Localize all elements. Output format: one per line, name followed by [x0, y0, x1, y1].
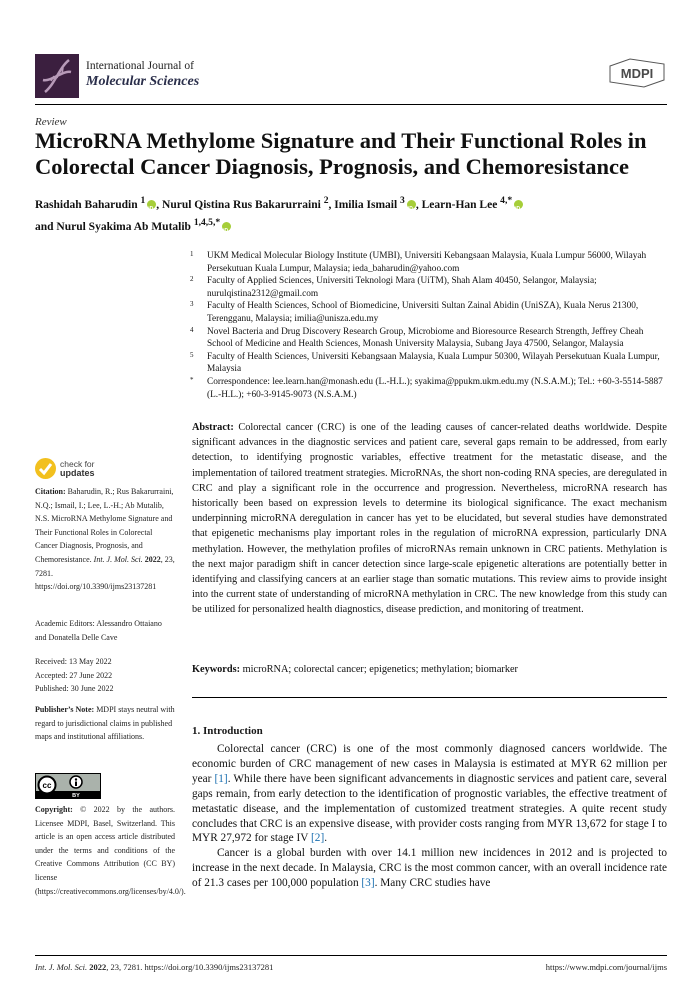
paragraph: Colorectal cancer (CRC) is one of the most commonly diagnosed cancers worldwide. The economic burden of CRC management of new cases in Malaysia is estimated at MYR 62 million per year [1]. While there have been significant advancements in diagnostic services and patient care, several gaps remain, from early detection to the identification of prognostic variables, the effective treatment of metastatic disease, and the implementation of customized treatment strategies. A quite recent study concludes that CRC is an expensive disease, with provider costs ranging from MYR 13,672 for stage I to MYR 27,972 for stage IV [2]. — [192, 743, 667, 845]
dna-icon — [35, 54, 79, 98]
article-type: Review — [35, 116, 67, 128]
author: Learn-Han Lee $^{4,*}$iD — [422, 199, 524, 211]
author: Nurul Qistina Rus Bakarurraini $^2$, — [162, 195, 335, 211]
journal-name-line1: International Journal of — [86, 60, 194, 72]
footer-citation: Int. J. Mol. Sci. 2022, 23, 7281. https://doi.org/10.3390/ijms23137281 — [35, 962, 274, 972]
header-divider — [35, 104, 667, 105]
keywords — [192, 664, 667, 675]
abstract-divider — [192, 697, 667, 698]
section-heading: 1. Introduction — [192, 725, 263, 737]
cc-by-license-icon[interactable] — [35, 773, 101, 799]
article-title: MicroRNA Methylome Signature and Their Functional Roles in Colorectal Cancer Diagnosis, Prognosis, and Chemoresistance — [35, 128, 647, 179]
affiliation-item: 2 Faculty of Applied Sciences, Universiti Teknologi Mara (UiTM), Shah Alam 40450, Selangor, Malaysia; nurulqistina2312@gmail.com — [190, 275, 597, 299]
affiliation-item: 1 UKM Medical Molecular Biology Institute (UMBI), Universiti Kebangsaan Malaysia, Kuala Lumpur 56000, Wilayah Persekutuan Kuala Lumpur, Malaysia; ieda_baharudin@yahoo.com — [190, 250, 647, 274]
journal-name-line2: Molecular Sciences — [86, 74, 200, 89]
reference-link[interactable]: [2] — [311, 832, 325, 845]
received-date: Received: 13 May 2022 — [35, 657, 112, 666]
check-icon — [35, 458, 56, 479]
author: and Nurul Syakima Ab Mutalib $^{1,4,5,*}$iD — [35, 221, 231, 233]
keywords-label: Keywords: — [192, 664, 241, 675]
abstract-text: Colorectal cancer (CRC) is one of the leading causes of cancer-related deaths worldwide. Despite significant advances in the diagnostic services and patient care, several gaps remain to be addressed, from early detection, to identifying prognostic variables, effective treatment for the metastatic disease, and the implementation of tailored treatment strategies. MicroRNAs, the short non-coding RNA species, are deregulated in CRC and play a significant role in the occurrence and progression. Nevertheless, microRNA research has historically been based on expression levels to determine its biological significance. The exact mechanism underpinning microRNA deregulation in cancer has yet to be elucidated, but several studies have demonstrated that epigenetic mechanisms play important roles in the regulation of microRNA expression, particularly DNA methylation. However, the methylation profiles of microRNAs remain unknown in CRC patients. Methylation is the next major paradigm shift in cancer detection since large-scale epigenetic alterations are potentially better in identifying and classifying cancers at an earlier stage than somatic mutations. This review aims to provide insight into the current state of understanding of microRNA methylation in CRC. The new knowledge from this study can be utilized for personalized health diagnostics, disease prediction, and monitoring of treatment. — [192, 422, 667, 616]
citation: Citation: Baharudin, R.; Rus Bakarurraini, N.Q.; Ismail, I.; Lee, L.-H.; Ab Mutalib, N.S. MicroRNA Methylome Signature and Their Functional Roles in Colorectal Cancer Diagnosis, Prognosis, and Chemoresistance. Int. J. Mol. Sci. 2022, 23, 7281. https://doi.org/10.3390/ijms23137281 — [35, 487, 175, 592]
affiliation-item: 3 Faculty of Health Sciences, School of Biomedicine, Universiti Sultan Zainal Abidin (UniSZA), Kuala Nerus 21300, Terengganu, Malaysia; imilia@unisza.edu.my — [190, 300, 639, 324]
svg-text:cc: cc — [42, 781, 52, 790]
orcid-icon[interactable] — [147, 200, 156, 209]
affiliation-item: 4 Novel Bacteria and Drug Discovery Research Group, Microbiome and Bioresource Research Strength, Jeffrey Cheah School of Medicine and Health Sciences, Monash University Malaysia, Subang Jaya 47500, Selangor, Malaysia — [190, 325, 644, 350]
introduction-body — [192, 742, 667, 891]
keywords-text: microRNA; colorectal cancer; epigenetics; methylation; biomarker — [242, 664, 518, 675]
author: Rashidah Baharudin $^1$iD , — [35, 199, 162, 211]
reference-link[interactable]: [3] — [361, 877, 375, 890]
published-date: Published: 30 June 2022 — [35, 684, 114, 694]
footer-journal-url[interactable]: https://www.mdpi.com/journal/ijms — [545, 962, 667, 972]
orcid-icon[interactable] — [514, 200, 523, 209]
affiliation-item: 5 Faculty of Health Sciences, Universiti Kebangsaan Malaysia, Kuala Lumpur 50300, Wilayah Persekutuan Kuala Lumpur, Malaysia — [190, 350, 660, 375]
abstract-label: Abstract: — [192, 422, 234, 433]
author-list — [35, 192, 675, 236]
abstract — [192, 420, 667, 618]
academic-editors: Academic Editors: Alessandro Ottaiano and Donatella Delle Cave — [35, 619, 162, 642]
check-for-updates-badge[interactable]: check for updates — [35, 458, 175, 482]
author: Imilia Ismail $^3$iD , — [334, 199, 421, 211]
publication-dates — [35, 655, 175, 696]
footer-divider — [35, 955, 667, 956]
journal-logo — [35, 54, 79, 98]
orcid-icon[interactable] — [222, 222, 231, 231]
publishers-note: Publisher’s Note: MDPI stays neutral with regard to jurisdictional claims in published maps and institutional affiliations. — [35, 705, 175, 742]
affiliations — [190, 250, 670, 401]
paragraph: Cancer is a global burden with over 14.1 million new incidences in 2012 and is projected to increase in the next decade. In Malaysia, CRC is the most common cancer, with an overall incidence rate of 21.3 cases per 100,000 population [3]. Many CRC studies have — [192, 847, 667, 890]
mdpi-logo-text: MDPI — [620, 66, 654, 81]
reference-link[interactable]: [1] — [214, 772, 228, 785]
accepted-date: Accepted: 27 June 2022 — [35, 670, 113, 680]
orcid-icon[interactable] — [407, 200, 416, 209]
mdpi-logo — [606, 58, 668, 88]
correspondence: * Correspondence: lee.learn.han@monash.edu (L.-H.L.); syakima@ppukm.ukm.edu.my (N.S.A.M.); Tel.: +60-3-5514-5887 (L.-H.L.); +60-3-9145-9073 (N.S.A.M.) — [190, 375, 663, 400]
svg-text:BY: BY — [72, 793, 80, 798]
copyright-notice: Copyright: © 2022 by the authors. Licensee MDPI, Basel, Switzerland. This article is an open access article distributed under the terms and conditions of the Creative Commons Attribution (CC BY) license (https://creativecommons.org/licenses/by/4.0/). — [35, 805, 186, 896]
